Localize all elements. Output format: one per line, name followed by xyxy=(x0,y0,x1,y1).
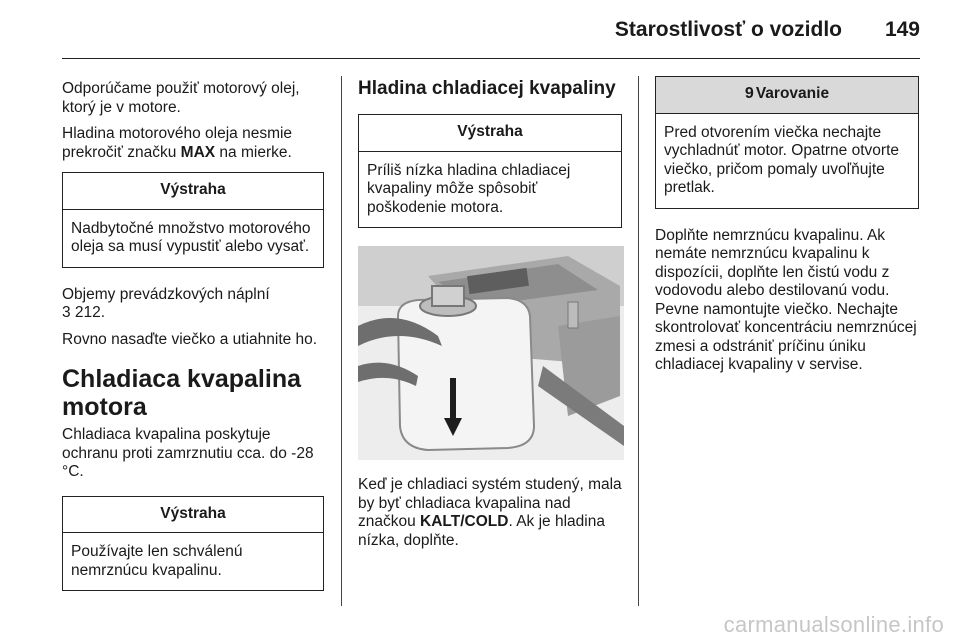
header-rule xyxy=(62,58,920,59)
text: Keď je chladiaci systém studený, mala by byť chladiaca kvapalina nad značkou xyxy=(358,476,622,530)
warning-title: Výstraha xyxy=(359,115,621,152)
column-2 xyxy=(358,78,622,558)
section-heading-coolant: Chladiaca kvapalina motora xyxy=(62,365,302,421)
page-number: 149 xyxy=(884,18,920,41)
paragraph-oil-recommend: Odporúčame použiť motorový olej, ktorý je v motore. xyxy=(62,80,300,116)
column-divider-1 xyxy=(341,76,342,606)
paragraph-cap: Rovno nasaďte viečko a utiahnite ho. xyxy=(62,330,318,348)
warning-triangle-icon: 9 xyxy=(744,85,754,102)
warning-box-oil xyxy=(62,172,324,268)
text: na mierke. xyxy=(215,143,292,161)
section-heading-coolant-level: Hladina chladiacej kvapaliny xyxy=(358,78,616,99)
paragraph-capacities: Objemy prevádzkových náplní xyxy=(62,285,270,303)
paragraph-coolant: Chladiaca kvapalina poskytuje ochranu proti zamrznutiu cca. do -28 °C. xyxy=(62,426,314,480)
danger-box xyxy=(655,76,919,209)
warning-box-level xyxy=(358,114,622,228)
text: . Ak je hladina nízka, doplňte. xyxy=(358,513,605,549)
paragraph-refill: Doplňte nemrznúcu kvapalinu. Ak nemáte nemrznúcu kvapalinu k dispozícii, doplňte len čistú vodu z vodovodu alebo destilovanú vodu. Pevne namontujte viečko. Nechajte skontrolovať koncentráciu nemrznúcej zmesi a odstrániť príčinu úniku chladiacej kvapaliny v servise. xyxy=(655,226,917,373)
warning-body: Príliš nízka hladina chladiacej kvapaliny môže spôsobiť poškodenie motora. xyxy=(367,161,571,216)
column-3 xyxy=(655,76,919,383)
warning-body: Používajte len schválenú nemrznúcu kvapalinu. xyxy=(71,543,243,579)
warning-title: Výstraha xyxy=(63,497,323,534)
page-reference-link[interactable]: 3 212. xyxy=(62,304,106,321)
danger-body: Pred otvorením viečka nechajte vychladnúť motor. Opatrne otvorte viečko, pričom pomaly uvoľňujte pretlak. xyxy=(664,123,899,196)
page-title: Starostlivosť o vozidlo xyxy=(614,18,842,41)
kalt-cold-mark: KALT/COLD xyxy=(420,513,509,530)
max-mark: MAX xyxy=(180,143,216,161)
paragraph-cold-level xyxy=(358,476,622,550)
warning-box-coolant xyxy=(62,496,324,592)
paragraph-oil-max xyxy=(62,125,324,162)
warning-title: Výstraha xyxy=(63,173,323,210)
column-divider-2 xyxy=(638,76,639,606)
warning-body: Nadbytočné množstvo motorového oleja sa musí vypustiť alebo vysať. xyxy=(71,219,311,255)
danger-title-text: Varovanie xyxy=(755,85,830,102)
danger-title xyxy=(656,77,918,114)
column-1 xyxy=(62,80,324,609)
coolant-reservoir-photo xyxy=(358,246,624,460)
watermark: carmanualsonline.info xyxy=(723,612,944,637)
text: Hladina motorového oleja nesmie prekročiť značku xyxy=(62,125,293,161)
